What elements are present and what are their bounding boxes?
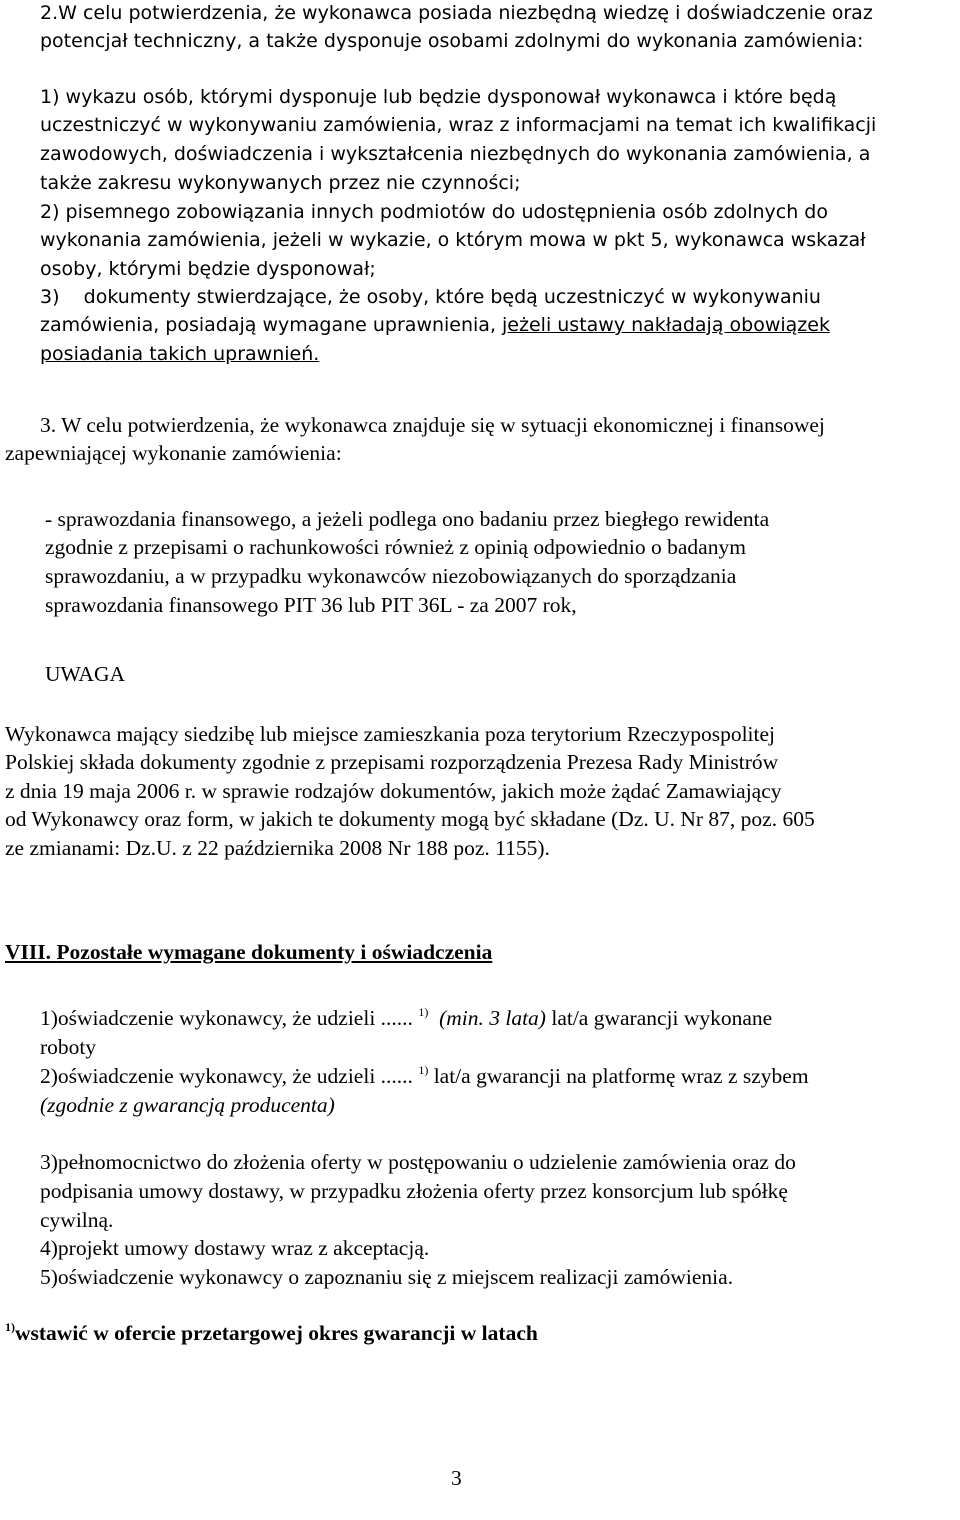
document-item-1: 1)oświadczenie wykonawcy, że udzieli ...... $^{1)}$ (min. 3 lata) lat/a gwarancji wykonane (40, 1005, 773, 1030)
section3-intro-line: 3. W celu potwierdzenia, że wykonawca znajduje się w sytuacji ekonomicznej i finansowej (40, 413, 825, 437)
section2-item2-line: 2) pisemnego zobowiązania innych podmiotów do udostępnienia osób zdolnych do (40, 201, 828, 223)
section2-intro-line: 2.W celu potwierdzenia, że wykonawca posiada niezbędną wiedzę i doświadczenie oraz (40, 2, 873, 24)
section8-heading (5, 940, 492, 965)
section3-bullet-line: sprawozdaniu, a w przypadku wykonawców niezobowiązanych do sporządzania (45, 564, 737, 588)
note-line: Polskiej składa dokumenty zgodnie z przepisami rozporządzenia Prezesa Rady Ministrów (5, 750, 779, 774)
footnote-mark: 1) (5, 1320, 15, 1334)
section2-item1-line: uczestniczyć w wykonywaniu zamówienia, wraz z informacjami na temat ich kwalifikacji (40, 114, 877, 136)
section3-bullet-line: zgodnie z przepisami o rachunkowości również z opinią odpowiednio o badanym (45, 535, 746, 559)
section2-item1-line: także zakresu wykonywanych przez nie czynności; (40, 172, 521, 194)
underlined-condition: jeżeli ustawy nakładają obowiązek (502, 314, 830, 336)
page-number: 3 (451, 1466, 462, 1490)
document-item-3: 3)pełnomocnictwo do złożenia oferty w postępowaniu o udzielenie zamówienia oraz do (40, 1150, 796, 1174)
document-item-4: 4)projekt umowy dostawy wraz z akceptacją. (40, 1236, 430, 1260)
section2-item2-line: osoby, którymi będzie dysponował; (40, 258, 376, 280)
section2-item1-line: zawodowych, doświadczenia i wykształcenia niezbędnych do wykonania zamówienia, a (40, 143, 871, 165)
section2-intro-line: potencjał techniczny, a także dysponuje osobami zdolnymi do wykonania zamówienia: (40, 30, 864, 52)
section2-item3-line: posiadania takich uprawnień. (40, 343, 320, 365)
note-line: od Wykonawcy oraz form, w jakich te dokumenty mogą być składane (Dz. U. Nr 87, poz. 605 (5, 807, 815, 831)
section8-heading-text: Pozostałe wymagane dokumenty i oświadczenia (56, 940, 493, 964)
section2-item1-line: 1) wykazu osób, którymi dysponuje lub będzie dysponował wykonawca i które będą (40, 86, 837, 108)
footnote-ref: 1) (418, 1063, 429, 1077)
uwaga-label: UWAGA (45, 662, 126, 686)
footnote-ref: 1) (418, 1005, 429, 1019)
section2-item3-line: 3) dokumenty stwierdzające, że osoby, które będą uczestniczyć w wykonywaniu (40, 286, 821, 308)
section3-intro-line: zapewniającej wykonanie zamówienia: (5, 441, 342, 465)
document-item-1-cont: roboty (40, 1035, 97, 1059)
document-item-2-cont: (zgodnie z gwarancją producenta) (40, 1093, 335, 1117)
note-line: ze zmianami: Dz.U. z 22 października 2008 Nr 188 poz. 1155). (5, 836, 550, 860)
section2-item2-line: wykonania zamówienia, jeżeli w wykazie, o którym mowa w pkt 5, wykonawca wskazał (40, 229, 866, 251)
note-line: z dnia 19 maja 2006 r. w sprawie rodzajów dokumentów, jakich może żądać Zamawiający (5, 779, 782, 803)
section2-item3-line: zamówienia, posiadają wymagane uprawnienia, jeżeli ustawy nakładają obowiązek (40, 314, 830, 336)
document-item-2: 2)oświadczenie wykonawcy, że udzieli ...... $^{1)}$ lat/a gwarancji na platformę wraz z szybem (40, 1063, 809, 1088)
footnote-text: wstawić w ofercie przetargowej okres gwarancji w latach (15, 1321, 538, 1345)
section3-bullet-line: - sprawozdania finansowego, a jeżeli podlega ono badaniu przez biegłego rewidenta (45, 507, 770, 531)
section8-heading-number: VIII. (5, 940, 52, 964)
document-item-3-cont: podpisania umowy dostawy, w przypadku złożenia oferty przez konsorcjum lub spółkę (40, 1179, 788, 1203)
footnote (5, 1321, 538, 1346)
section3-bullet-line: sprawozdania finansowego PIT 36 lub PIT 36L - za 2007 rok, (45, 593, 577, 617)
note-line: Wykonawca mający siedzibę lub miejsce zamieszkania poza terytorium Rzeczypospolitej (5, 722, 776, 746)
document-item-5: 5)oświadczenie wykonawcy o zapoznaniu się z miejscem realizacji zamówienia. (40, 1265, 734, 1289)
document-item-3-cont: cywilną. (40, 1208, 114, 1232)
